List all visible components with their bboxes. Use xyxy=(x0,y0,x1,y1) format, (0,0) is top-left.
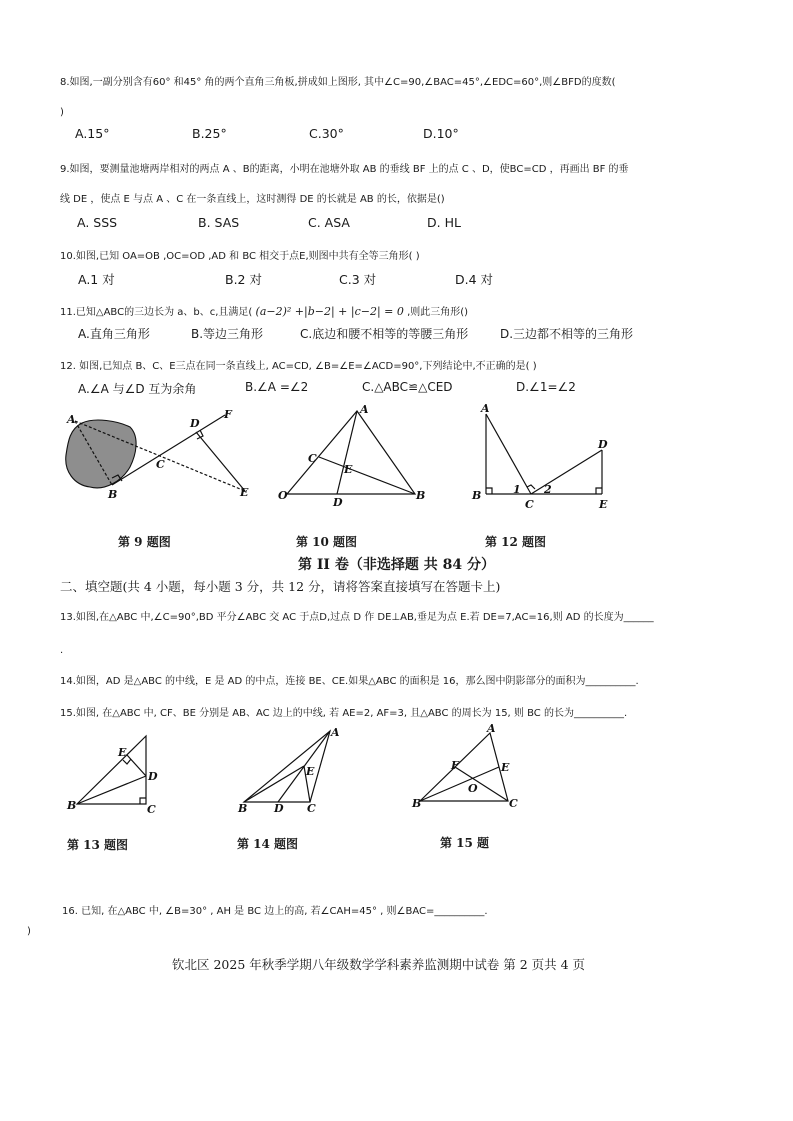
option-b[interactable]: B.∠A =∠2 xyxy=(245,380,309,394)
figure-15 xyxy=(412,722,522,817)
question-9-line-2: 线 DE ，使点 E 与点 A 、C 在一条直线上，这时测得 DE 的长就是 AB 的长，依据是() xyxy=(60,194,445,205)
pond-shape xyxy=(66,420,136,488)
question-10-options xyxy=(78,270,578,286)
label-f: F xyxy=(224,408,232,421)
label-b: B xyxy=(416,489,426,502)
label-1: 1 xyxy=(513,483,521,496)
label-e: E xyxy=(306,765,315,778)
triangle-abc xyxy=(420,733,508,801)
option-b[interactable]: B. SAS xyxy=(198,215,240,230)
label-e: E xyxy=(599,498,608,511)
option-b[interactable]: B.等边三角形 xyxy=(191,327,264,341)
label-b: B xyxy=(67,799,77,812)
line-d-e xyxy=(196,432,245,491)
caption-figure-12: 第 12 题图 xyxy=(485,535,547,549)
question-16-text: 16. 已知, 在△ABC 中, ∠B=30° , AH 是 BC 边上的高, 若∠CAH=45° , 则∠BAC=__________. xyxy=(62,906,488,917)
label-d: D xyxy=(333,496,343,509)
figure-12 xyxy=(472,400,628,511)
right-angle-b xyxy=(486,488,492,494)
caption-figure-14: 第 14 题图 xyxy=(237,837,299,851)
option-a[interactable]: A.15° xyxy=(75,126,110,141)
caption-figure-13: 第 13 题图 xyxy=(67,838,129,852)
segment-d-e xyxy=(127,755,146,776)
option-a[interactable]: A.直角三角形 xyxy=(78,327,150,341)
label-c: C xyxy=(147,803,156,816)
segment-b-d xyxy=(77,776,146,804)
question-14-text: 14.如图，AD 是△ABC 的中线，E 是 AD 的中点，连接 BE、CE.如果△ABC 的面积是 16，那么图中阴影部分的面积为__________. xyxy=(60,676,639,687)
option-c[interactable]: C.底边和腰不相等的等腰三角形 xyxy=(300,327,469,341)
option-d[interactable]: D.∠1=∠2 xyxy=(516,380,576,394)
label-b: B xyxy=(412,797,422,810)
option-b[interactable]: B.2 对 xyxy=(225,272,262,287)
label-d: D xyxy=(598,438,608,451)
part-2-title: 第 II 卷（非选择题 共 84 分） xyxy=(298,557,495,573)
label-e: E xyxy=(240,486,249,499)
label-2: 2 xyxy=(544,483,552,496)
question-12-options xyxy=(78,380,618,396)
label-d: D xyxy=(190,417,200,430)
label-c: C xyxy=(156,458,165,471)
question-11-formula: (a−2)² +|b−2| + |c−2| = 0 xyxy=(255,305,404,318)
label-d: D xyxy=(274,802,284,815)
option-a[interactable]: A.∠A 与∠D 互为余角 xyxy=(78,382,197,396)
question-9-options xyxy=(77,215,577,231)
triangle-abc xyxy=(244,731,330,802)
label-a: A xyxy=(67,413,76,426)
segment-c-d xyxy=(531,450,602,494)
option-c[interactable]: C.3 对 xyxy=(339,272,377,287)
caption-figure-10: 第 10 题图 xyxy=(296,535,358,549)
question-13-continuation: . xyxy=(60,645,64,656)
figure-9 xyxy=(60,405,260,505)
question-8-options xyxy=(75,126,575,142)
label-e: E xyxy=(118,746,127,759)
page-footer: 钦北区 2025 年秋季学期八年级数学学科素养监测期中试卷 第 2 页共 4 页 xyxy=(172,957,586,972)
question-9-line-1: 9.如图，要测量池塘两岸相对的两点 A 、B的距离，小明在池塘外取 AB 的垂线 BF 上的点 C 、D，使BC=CD ，再画出 BF 的垂 xyxy=(60,164,629,175)
question-10-text: 10.如图,已知 OA=OB ,OC=OD ,AD 和 BC 相交于点E,则图中共有全等三角形( ) xyxy=(60,251,420,262)
right-angle-c xyxy=(140,798,146,804)
question-12-text: 12. 如图,已知点 B、C、E三点在同一条直线上, AC=CD, ∠B=∠E=∠ACD=90°,下列结论中,不正确的是( ) xyxy=(60,361,537,372)
label-f: F xyxy=(451,759,459,772)
right-angle-e xyxy=(123,759,131,764)
question-8-continuation: ) xyxy=(60,107,64,118)
question-11-prefix: 11.已知△ABC的三边长为 a、b、c,且满足( xyxy=(60,307,253,318)
option-b[interactable]: B.25° xyxy=(192,126,227,141)
question-11-suffix: ,则此三角形() xyxy=(407,307,469,318)
triangle-abc xyxy=(77,736,146,804)
label-d: D xyxy=(148,770,158,783)
option-c[interactable]: C. ASA xyxy=(308,215,350,230)
label-e: E xyxy=(501,761,510,774)
question-13-text: 13.如图,在△ABC 中,∠C=90°,BD 平分∠ABC 交 AC 于点D,过点 D 作 DE⊥AB,垂足为点 E.若 DE=7,AC=16,则 AD 的长度为______ xyxy=(60,612,654,623)
question-15-text: 15.如图, 在△ABC 中, CF、BE 分别是 AB、AC 边上的中线, 若 AE=2, AF=3, 且△ABC 的周长为 15, 则 BC 的长为__________. xyxy=(60,708,628,719)
option-d[interactable]: D.4 对 xyxy=(455,272,494,287)
label-b: B xyxy=(108,488,118,501)
option-d[interactable]: D.三边都不相等的三角形 xyxy=(500,327,634,341)
right-angle-e xyxy=(596,488,602,494)
label-c: C xyxy=(509,797,518,810)
line-c-b xyxy=(319,457,415,494)
option-a[interactable]: A. SSS xyxy=(77,215,118,230)
question-8-text: 8.如图,一副分别含有60° 和45° 角的两个直角三角板,拼成如上图形, 其中∠C=90,∠BAC=45°,∠EDC=60°,则∠BFD的度数( xyxy=(60,77,616,88)
option-c[interactable]: C.30° xyxy=(309,126,344,141)
label-o: O xyxy=(468,782,478,795)
option-c[interactable]: C.△ABC≌△CED xyxy=(362,380,453,394)
figure-13 xyxy=(65,730,165,815)
question-11-options xyxy=(78,325,678,341)
label-c: C xyxy=(307,802,316,815)
figure-10 xyxy=(275,403,435,509)
label-b: B xyxy=(472,489,482,502)
label-c: C xyxy=(308,452,317,465)
label-a: A xyxy=(487,722,496,735)
label-e: E xyxy=(344,463,353,476)
section-2-heading: 二、填空题(共 4 小题，每小题 3 分，共 12 分，请将答案直接填写在答题卡上) xyxy=(60,579,501,594)
figure-14 xyxy=(238,726,348,816)
label-a: A xyxy=(331,726,340,739)
label-o: O xyxy=(278,489,288,502)
caption-figure-15: 第 15 题 xyxy=(440,836,490,850)
label-a: A xyxy=(481,402,490,415)
stray-parenthesis: ) xyxy=(27,926,31,937)
question-11-text xyxy=(60,305,468,320)
label-a: A xyxy=(360,403,369,416)
outline-o-a-b xyxy=(287,411,415,494)
label-c: C xyxy=(525,498,534,511)
segment-b-e xyxy=(244,766,304,802)
segment-b-e xyxy=(420,767,499,801)
label-b: B xyxy=(238,802,248,815)
segment-a-c xyxy=(486,414,531,494)
option-a[interactable]: A.1 对 xyxy=(78,272,115,287)
caption-figure-9: 第 9 题图 xyxy=(118,535,171,549)
option-d[interactable]: D. HL xyxy=(427,215,461,230)
option-d[interactable]: D.10° xyxy=(423,126,459,141)
